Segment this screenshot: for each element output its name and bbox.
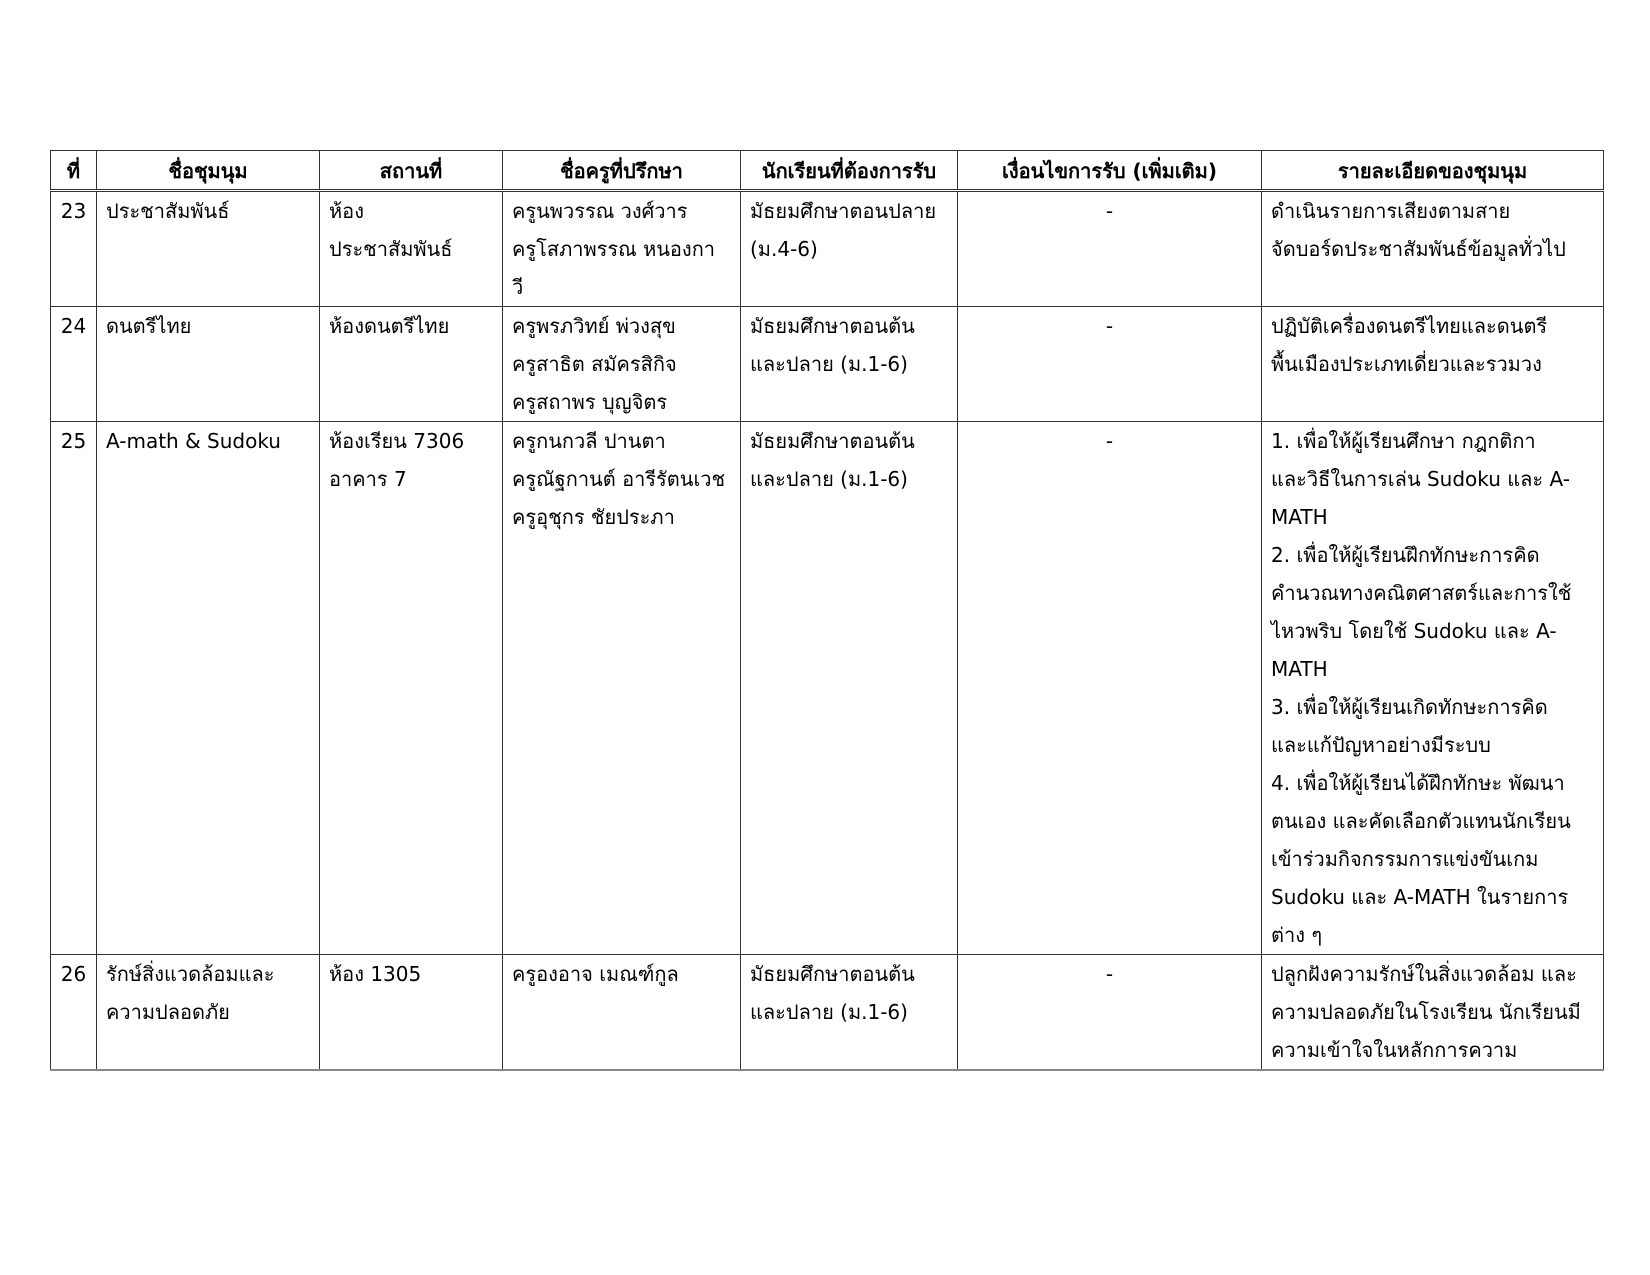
location-cell [320,307,503,422]
detail-line: ความปลอดภัยในโรงเรียน นักเรียนมี [1271,1000,1581,1024]
header-club-name: ชื่อชุมนุม [97,151,320,191]
header-conditions: เงื่อนไขการรับ (เพิ่มเติม) [958,151,1262,191]
header-no: ที่ [51,151,97,191]
detail-line: ปฏิบัติเครื่องดนตรีไทยและดนตรี [1271,314,1548,338]
location-line: ห้องเรียน 7306 [329,429,465,453]
header-details: รายละเอียดของชุมนุม [1262,151,1604,191]
detail-line: ต่าง ๆ [1271,923,1323,947]
advisor-line: ครูอุชุกร ชัยประภา [512,505,675,529]
header-location: สถานที่ [320,151,503,191]
location-line: ห้อง 1305 [329,962,422,986]
target-students-cell [741,955,958,1071]
advisor-line: ครูโสภาพรรณ หนองกา [512,237,716,261]
detail-line: เข้าร่วมกิจกรรมการแข่งขันเกม [1271,847,1539,871]
detail-line: Sudoku และ A-MATH ในรายการ [1271,885,1569,909]
table-row [51,307,1604,422]
advisor-line: ครูณัฐกานต์ อารีรัตนเวช [512,467,726,491]
club-name-line: รักษ์สิ่งแวดล้อมและ [106,962,275,986]
conditions-cell: - [958,307,1262,422]
row-number: 24 [51,307,97,422]
detail-line: ไหวพริบ โดยใช้ Sudoku และ A- [1271,619,1557,643]
advisor-line: วี [512,275,524,299]
details-cell [1262,191,1604,307]
club-table [50,150,1604,1071]
location-cell [320,191,503,307]
detail-line: 2. เพื่อให้ผู้เรียนฝึกทักษะการคิด [1271,543,1540,567]
advisors-cell [503,191,741,307]
club-name-cell [97,422,320,955]
target-line: และปลาย (ม.1-6) [750,352,908,376]
club-name-cell [97,955,320,1071]
detail-line: MATH [1271,657,1328,681]
details-cell [1262,955,1604,1071]
location-cell [320,422,503,955]
club-name-cell [97,307,320,422]
conditions-cell: - [958,191,1262,307]
club-name-cell [97,191,320,307]
detail-line: และวิธีในการเล่น Sudoku และ A- [1271,467,1570,491]
target-line: (ม.4-6) [750,237,818,261]
target-line: มัธยมศึกษาตอนปลาย [750,199,937,223]
detail-line: 3. เพื่อให้ผู้เรียนเกิดทักษะการคิด [1271,695,1548,719]
advisor-line: ครูนพวรรณ วงศ์วาร [512,199,688,223]
club-name-line: ความปลอดภัย [106,1000,230,1024]
target-line: มัธยมศึกษาตอนต้น [750,314,915,338]
location-line: อาคาร 7 [329,467,407,491]
conditions-cell: - [958,422,1262,955]
table-row [51,191,1604,307]
header-target-students: นักเรียนที่ต้องการรับ [741,151,958,191]
table-header-row [51,151,1604,191]
advisor-line: ครูองอาจ เมณฑ์กูล [512,962,679,986]
target-line: มัธยมศึกษาตอนต้น [750,962,915,986]
row-number: 25 [51,422,97,955]
location-line: ประชาสัมพันธ์ [329,237,453,261]
row-number: 23 [51,191,97,307]
advisor-line: ครูสาธิต สมัครสิกิจ [512,352,677,376]
target-line: และปลาย (ม.1-6) [750,1000,908,1024]
detail-line: คำนวณทางคณิตศาสตร์และการใช้ [1271,581,1572,605]
advisor-line: ครูสถาพร บุญจิตร [512,390,668,414]
detail-line: ความเข้าใจในหลักการความ [1271,1038,1518,1062]
detail-line: ดำเนินรายการเสียงตามสาย [1271,199,1511,223]
detail-line: ตนเอง และคัดเลือกตัวแทนนักเรียน [1271,809,1571,833]
detail-line: 1. เพื่อให้ผู้เรียนศึกษา กฎกติกา [1271,429,1536,453]
detail-line: จัดบอร์ดประชาสัมพันธ์ข้อมูลทั่วไป [1271,237,1566,261]
details-cell [1262,307,1604,422]
document-page [50,150,1603,1071]
club-name-line: ประชาสัมพันธ์ [106,199,230,223]
target-students-cell [741,191,958,307]
advisors-cell [503,955,741,1071]
row-number: 26 [51,955,97,1071]
club-name-line: ดนตรีไทย [106,314,192,338]
table-row [51,422,1604,955]
detail-line: 4. เพื่อให้ผู้เรียนได้ฝึกทักษะ พัฒนา [1271,771,1565,795]
target-students-cell [741,307,958,422]
target-students-cell [741,422,958,955]
location-line: ห้องดนตรีไทย [329,314,450,338]
table-row [51,955,1604,1071]
location-cell [320,955,503,1071]
header-advisors: ชื่อครูที่ปรึกษา [503,151,741,191]
details-cell [1262,422,1604,955]
advisors-cell [503,307,741,422]
detail-line: และแก้ปัญหาอย่างมีระบบ [1271,733,1491,757]
location-line: ห้อง [329,199,364,223]
detail-line: ปลูกฝังความรักษ์ในสิ่งแวดล้อม และ [1271,962,1577,986]
target-line: มัธยมศึกษาตอนต้น [750,429,915,453]
target-line: และปลาย (ม.1-6) [750,467,908,491]
detail-line: พื้นเมืองประเภทเดี่ยวและรวมวง [1271,352,1542,376]
advisors-cell [503,422,741,955]
detail-line: MATH [1271,505,1328,529]
conditions-cell: - [958,955,1262,1071]
advisor-line: ครูพรภวิทย์ พ่วงสุข [512,314,676,338]
club-name-line: A-math & Sudoku [106,429,281,453]
advisor-line: ครูกนกวลี ปานตา [512,429,666,453]
